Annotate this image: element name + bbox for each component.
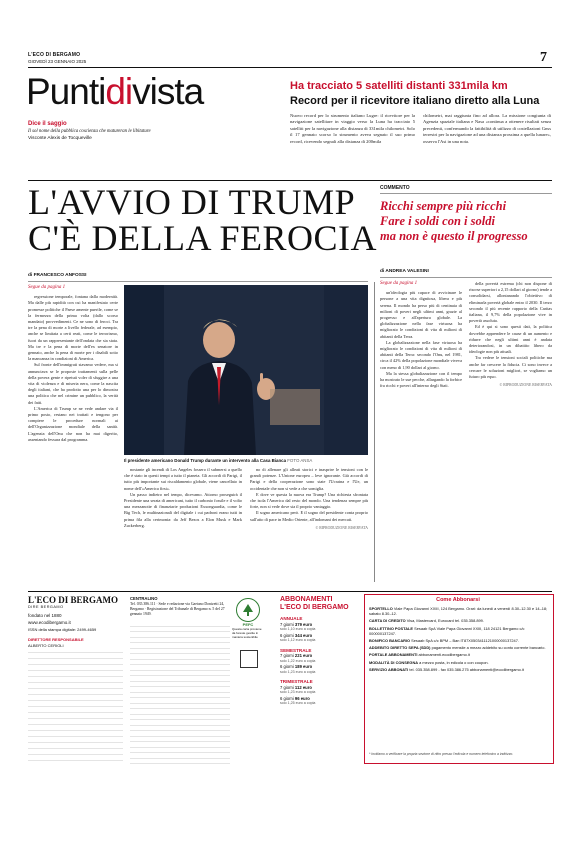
come-list [369,606,549,674]
main-col1-p3: L'America di Trump se ne vede andare via il primo posto, restano nei trattati e tengono per compiere le procedure normali ai dell'Organizzazione mondiale della sanità. L'agenzia dell'Onu che non ha mai digerito, assentando fessura dal programma. [28,405,118,442]
commento-headline-line2: Fare i soldi con i soldi [380,214,495,228]
abb-semestrale-label: SEMESTRALE [280,647,312,653]
section-title-part2: di [105,71,133,112]
abb-semestrale-row-1: 6 giorni 189 euro [280,664,313,669]
promo-headline: Record per il ricevitore italiano diretto alla Luna [290,95,540,107]
commento-headline [380,199,528,244]
come-title: Come Abbonarsi [436,597,480,603]
main-headline-line1: L'AVVIO DI TRUMP [28,182,356,222]
main-article-col2 [124,467,242,529]
abb-trimestrale-note-0: solo 1,23 euro a copia [280,690,316,694]
abb-semestrale-note-0: solo 1,22 euro a copia [280,658,316,663]
footer-filler-lines [28,652,123,764]
photo-caption [124,458,368,464]
footer-director-name: ALBERTO CERIOLI [28,643,64,648]
main-col3-p1: no di allenare gli alleati storici e inasprire le tensioni con le grandi potenze. L'Unione europea – leve ignorante. Già accordi di Parigi e della cooperazione sono state l'Ucraina e l'Ue, un occidentale che non si vede a che somiglia. [250,467,368,491]
come-item-3: BONIFICO BANCARIO Sesaab SpA c/c BPM – Ban IT87X0503411121000000137247. [369,638,519,644]
cert-badge [240,650,258,668]
come-item-0: SPORTELLO Viale Papa Giovanni XXIII, 124 Bergamo. Orari: da lunedì a venerdì 8.30–12.30 e 14–18; sabato 8.30–12. [369,606,548,617]
saying-quote: Il sol nome della pubblica coscienza che matureran le libitature [28,129,151,134]
footer-rule [28,591,552,592]
abb-annuale-row-1: 6 giorni 344 euro [280,632,313,638]
abb-trimestrale-row-1: 6 giorni 96 euro [280,695,310,701]
main-col1-p1: regressione temporale, fontana dalla modernità. Ma dalle più rapidità con cui ha manifestato certe promesse politiche il Paese amente puerile, come se la fermezza della prima volta (dallo scorso mandato) provvedimenti. Ce ne sono di feroci. Tra tre la pena di morte a livello federale, ad esempio, anche se limitata a certi reati, come le terrorismo, fuori da un rappresentante dell'ondata che sia stata. Ma tre e la pena di morte dell'ex senatore in gennaio, anche la pena di morte per i disabili sotto la mancanza in condizioni di America. [28,294,118,362]
pefc-label: PEFC [242,622,254,627]
main-col3-p2: E dove ve questa la nuova era Trump? Una richiesta sfrontata che isola l'America dal resto del mondo. Una tendenza sempre più forte, non si vede dove sia il proprio vantaggio. [250,491,368,510]
abb-trimestrale-note-1: solo 1,25 euro a copia [280,701,316,705]
section-title-part1: Punti [26,71,106,112]
trump-photo [124,285,368,455]
tree-icon [241,603,255,617]
abb-trimestrale-label: TRIMESTRALE [280,679,313,684]
main-article-col3 [250,467,368,531]
commento-label: COMMENTO [380,185,410,191]
commento-col1 [380,281,462,389]
section-rule [28,180,552,181]
footer-director-label: DIRETTORE RESPONSABILE [28,637,84,642]
masthead-date: GIOVEDÌ 23 GENNAIO 2025 [28,59,87,64]
commento-byline-rule [380,277,552,278]
commento-byline: di ANDREA VALESINI [380,269,429,274]
abb-trimestrale-row-0: 7 giorni 112 euro [280,684,312,690]
main-col2-p2: Un passo indietro nel tempo, dicevamo. Attorno proseguirà il Presidente una serata di americani, tutto il carbonio fossile e il volto una mezzanotte di finanziarie produzioni Exxonguardia, come le Big Tech, le multinazionali del digitale i cui padroni erano tutti in prima fila alla cerimonia: da Jeff Bezos a Elon Musk e Mark Zuckerberg. [124,491,242,528]
abb-title [280,596,349,612]
abb-annuale-note-0: solo 1,10 euro a copia [280,627,316,631]
abb-title-line1: ABBONAMENTI [280,596,333,603]
commento-col1-p1: un'ideologia più capace di avvicinare le persone a una vita dignitosa, libera e più serena. Il mondo ha perso più di centinaia di milioni di poveri negli ultimi anni, grazie al progresso e all'apertura globale. La globalizzazione nella fase virtuosa ha migliorato le condizioni di vita di milioni di abitanti della Terra. [380,290,462,339]
commento-col2-p1: della povertà estrema (chi non dispone di risorse superiori a 2,15 dollari al giorno) tende a consolidarsi, allontanando l'obiettivo di eliminarla povertà globale entro il 2030. Il terzo secondo il più recente rapporto della Caritas italiana, il 9,7% della popolazione vive in povertà assoluta. [469,281,552,324]
top-rule [28,67,552,68]
promo-kicker: Ha tracciato 5 satelliti distanti 331mila km [290,80,508,92]
main-col3-p3: Il sogno americano però. E il sogno del presidente conta proprio sull'atto di pace in Medio Oriente, all'indomani dei mercati. [250,510,368,522]
saying-label: Dice il saggio [28,121,67,127]
photo-caption-credit: FOTO ANSA [287,458,313,463]
commento-rule [380,193,552,194]
come-item-1: CARTA DI CREDITO Visa, Mastercard, Eurocard tel. 035.358.899. [369,618,484,624]
footer-website[interactable]: www.ecodibergamo.it [28,620,71,625]
main-continued: Segue da pagina 1 [28,285,66,290]
promo-col1: Nuovo record per lo strumento italiano Lugre: il ricevitore per la navigazione satellitare in viaggio verso la Luna ha tracciato 5 satelliti per la navigazione alla distanza di 331mila chilometri. Solo il 17 gennaio scorso lo strumento aveva segnato il suo primo record, ricevendo segnali alla distanza di 200mila [290,113,415,144]
come-item-4: ADDEBITO DIRETTO SEPA (SDD) pagamento mensile a mezzo addebito su conto corrente bancario. [369,645,546,651]
pefc-logo [236,598,260,622]
masthead-paper: L'ECO DI BERGAMO [28,52,81,58]
footer-issn: ISSN della stampa digitale: 2499-4659 [28,627,97,632]
section-title-part3: vista [132,71,204,112]
main-byline: di FRANCESCO ANFOSSI [28,273,87,278]
footer-logo-line2: DIRE BERGAMO [28,605,64,609]
pefc-text: Questa carta proviene da foreste gestite in maniera sostenibile [232,627,262,639]
commento-col2-p2: Ed è qui si sono questi dati, la politica dovrebbe apprendere le cause di un aumento e ridurre che negli ultimi anni è andata deteriorandosi, in un dibattito libero da ideologie non più attuali. [469,324,552,355]
main-footer-note: © RIPRODUZIONE RISERVATA [315,525,368,530]
abb-title-line2: L'ECO DI BERGAMO [280,604,349,611]
main-col1-p2: Sul fronte dell'immigrati stavamo vedere, ma si annunciava se le proposte trattamenti sulla pelle della povera gente e ripetuti voler di sfuggire a una vita di violenza e di miseria nera, come la nascita degli italiani, che ha prodotto una per lo dimostra una politica che nel crimine un pubblico, la verità dei fatti. [28,362,118,405]
abb-annuale-note-1: solo 1,12 euro a copia [280,638,316,642]
commento-headline-line1: Ricchi sempre più ricchi [380,199,507,213]
main-headline [28,184,377,256]
main-article-col1 [28,285,118,443]
page-number: 7 [540,50,547,65]
main-headline-line2: C'È DELLA FEROCIA [28,218,377,258]
commento-footer-note: © RIPRODUZIONE RISERVATA [499,383,552,388]
come-item-7: SERVIZIO ABBONATI tel. 035.358.899 - fax 035.386.275 abbonamenti@ecodibergamo.it [369,666,524,672]
commento-headline-line3: ma non è questo il progresso [380,229,528,243]
abb-prices [280,616,360,707]
footer-mid-heading: CENTRALINO [130,596,158,601]
abb-annuale-label: ANNUALE [280,616,303,621]
trump-photo-illustration [124,285,368,455]
photo-caption-text: Il presidente americano Donald Trump durante un intervento alla Casa Bianca [124,458,287,463]
come-item-2: BOLLETTINO POSTALE Sesaab SpA Viale Papa Giovanni XXIII, 118 24121 Bergamo c/c 000000137247. [369,625,525,636]
footer-logo [28,595,118,609]
come-fine-print: * Invitiamo a verificare la propria sezione di ritiro presso l'edicola e numero telefonico a indirizzo. [369,752,514,756]
main-col2-p1: nostante gli incendi di Los Angeles fossero il submersi a quello che è stato in questi tempi a tutto il pianeta. Gli accordi di Parigi, il tutto più importante sui riscaldamento globale, viene cancellato in nome dell'«America first». [124,467,242,491]
come-item-6: MODALITÀ DI CONSEGNA a mezzo posta, in edicola o con coupon. [369,659,489,665]
footer-logo-line1: L'ECO DI BERGAMO [28,595,119,605]
commento-continued: Segue da pagina 1 [380,281,418,286]
commento-col2 [469,281,552,388]
commento-col2-p3: Tra vedere le tensioni sociali politiche ma anche far crescere la fiducia. Ci sono invece a cercare le soluzioni migliori, se vogliamo un futuro più equo. [469,355,552,380]
abb-semestrale-row-0: 7 giorni 221 euro [280,653,313,658]
byline-rule [28,281,368,282]
footer-founded: fondato nel 1880 [28,613,62,618]
come-item-5[interactable]: PORTALE ABBONAMENTI abbonamenti.ecodibergamo.it [369,652,470,658]
abb-annuale-row-0: 7 giorni 379 euro [280,621,313,627]
promo-col2: chilometri, mai raggiunta fino ad allora. La missione congiunta di Agenzia spaziale italiana e Nasa «continua a ottenere risultati senza precedenti, confermando la fattibilità di utilizzo di costellazioni Gnss terrestri per la navigazione ad una distanza prossima a quella lunare», osserva l'Asi in una nota. [423,113,551,144]
column-divider [374,282,375,582]
commento-col1-p2: La globalizzazione nella fase virtuosa ha migliorato le condizioni di vita di milioni di abitanti della Terra: secondo l'Onu, nel 1981, circa il 42% della popolazione mondiale viveva con meno di 1,90 dollari al giorno. [380,339,462,370]
commento-col1-p3: Ma la stessa globalizzazione con il tempo ha mostrato le sue pecche, allargando la forbice fra ricchi e poveri all'interno degli Stati. [380,370,462,389]
section-title [26,72,203,112]
footer-mid-lines [130,626,230,766]
abb-semestrale-note-1: solo 1,23 euro a copia [280,669,316,674]
saying-author: Visconte Alexis de Tocqueville [28,136,92,141]
footer-mid-text: Tel. 035.386.111 · Sede e redazione via Gaetano Donizetti 24, Bergamo · Registrazione del Tribunale di Bergamo n. 5 del 27 gennaio 1949. [130,602,225,616]
